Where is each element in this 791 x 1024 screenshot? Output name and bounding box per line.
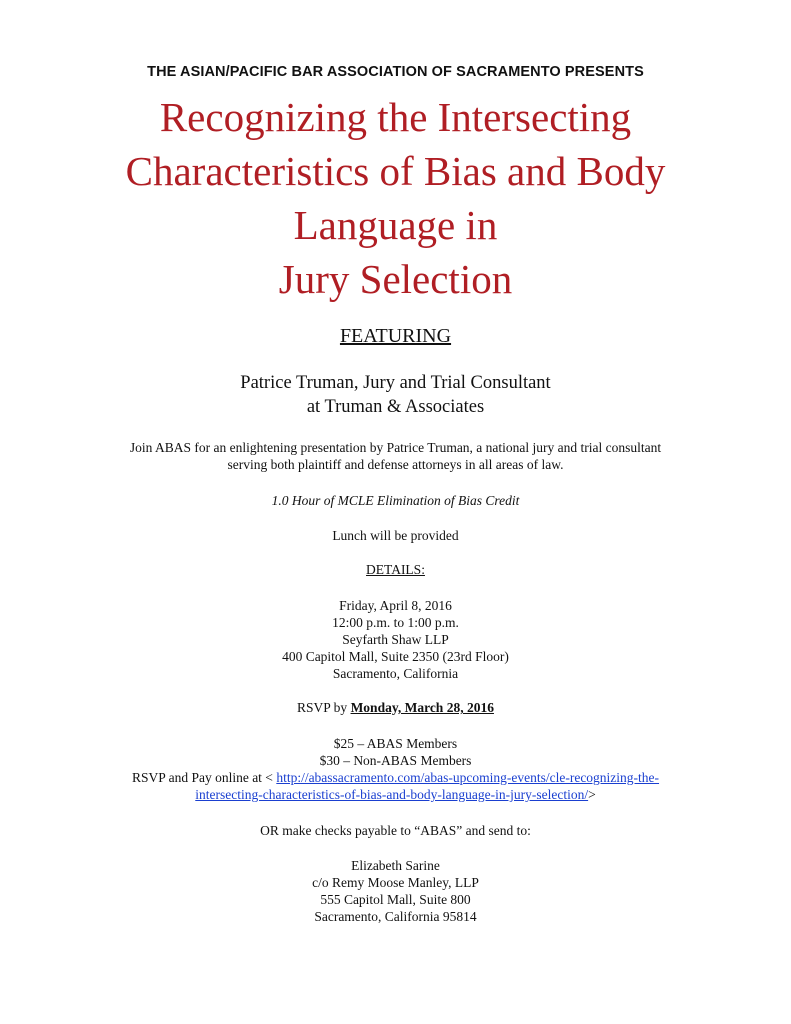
event-title-line: Characteristics of Bias and Body xyxy=(125,148,666,194)
event-city: Sacramento, California xyxy=(332,666,459,681)
member-price: $25 – ABAS Members xyxy=(333,736,458,751)
mcle-credit: 1.0 Hour of MCLE Elimination of Bias Credit xyxy=(271,493,520,508)
event-title-line: Jury Selection xyxy=(278,256,513,302)
recipient-street: 555 Capitol Mall, Suite 800 xyxy=(320,892,471,907)
recipient-care-of: c/o Remy Moose Manley, LLP xyxy=(312,875,479,890)
event-details xyxy=(0,597,791,682)
lunch-note: Lunch will be provided xyxy=(332,528,459,543)
event-time: 12:00 p.m. to 1:00 p.m. xyxy=(332,615,459,630)
rsvp-link-continued[interactable]: intersecting-characteristics-of-bias-and-body-language-in-jury-selection/ xyxy=(195,787,589,802)
recipient-name: Elizabeth Sarine xyxy=(351,858,440,873)
recipient-city: Sacramento, California 95814 xyxy=(314,909,477,924)
online-rsvp-suffix: > xyxy=(588,787,596,802)
online-rsvp-line xyxy=(0,769,791,786)
speaker-name: Patrice Truman, Jury and Trial Consultant xyxy=(240,373,551,393)
intro-line: serving both plaintiff and defense attorneys in all areas of law. xyxy=(227,457,564,472)
event-title-line: Language in xyxy=(293,202,498,248)
rsvp-link[interactable]: http://abassacramento.com/abas-upcoming-events/cle-recognizing-the- xyxy=(276,770,660,785)
featuring-heading: FEATURING xyxy=(339,325,452,347)
online-rsvp-prefix: RSVP and Pay online at < xyxy=(131,770,277,785)
intro-paragraph xyxy=(0,439,791,473)
pricing-info xyxy=(0,735,791,803)
online-rsvp-line xyxy=(0,786,791,803)
non-member-price: $30 – Non-ABAS Members xyxy=(319,753,472,768)
event-date: Friday, April 8, 2016 xyxy=(339,598,452,613)
check-instructions: OR make checks payable to “ABAS” and send to: xyxy=(260,823,531,838)
presenter-heading: THE ASIAN/PACIFIC BAR ASSOCIATION OF SACRAMENTO PRESENTS xyxy=(147,64,644,80)
intro-line: Join ABAS for an enlightening presentation by Patrice Truman, a national jury and trial consultant xyxy=(129,440,662,455)
rsvp-date: Monday, March 28, 2016 xyxy=(350,700,494,715)
mailing-address xyxy=(0,857,791,925)
event-address: 400 Capitol Mall, Suite 2350 (23rd Floor) xyxy=(282,649,509,664)
event-venue: Seyfarth Shaw LLP xyxy=(342,632,449,647)
speaker-info xyxy=(0,371,791,419)
speaker-affiliation: at Truman & Associates xyxy=(306,397,485,417)
rsvp-deadline xyxy=(0,699,791,716)
details-heading: DETAILS: xyxy=(366,562,425,577)
event-title-line: Recognizing the Intersecting xyxy=(159,94,632,140)
event-title xyxy=(20,90,771,306)
rsvp-prefix: RSVP by xyxy=(297,700,351,715)
